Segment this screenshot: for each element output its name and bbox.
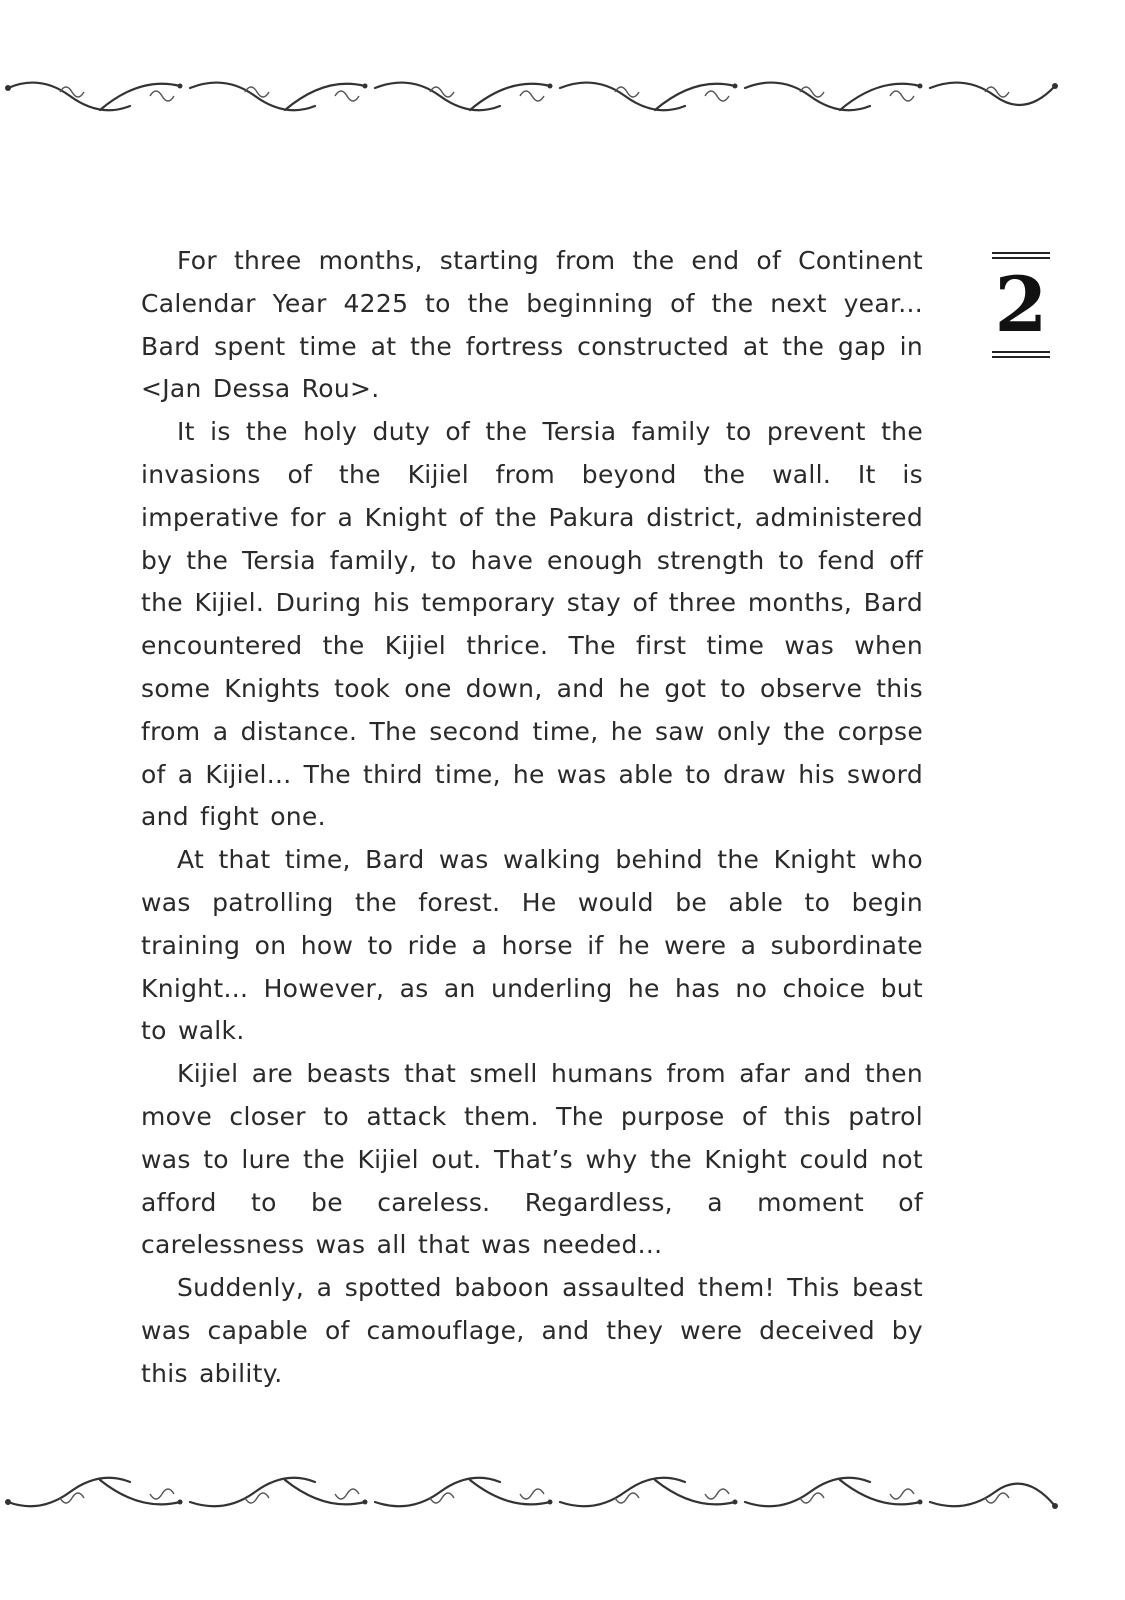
chapter-rule-bottom [992,351,1050,358]
paragraph: It is the holy duty of the Tersia family to prevent the invasions of the Kijiel from beyond the wall. It is imperative for a Knight of the Pakura district, administered by the Tersia family, to have enough strength to fend off the Kijiel. During his temporary stay of three months, Bard encountered the Kijiel thrice. The first time was when some Knights took one down, and he got to observe this from a distance. The second time, he saw only the corpse of a Kijiel... The third time, he was able to draw his sword and fight one. [141,417,923,832]
chapter-rule-top [992,252,1050,259]
chapter-number: 2 [994,260,1048,349]
bottom-ornamental-border [0,1462,1125,1532]
body-text [141,240,923,1396]
top-ornamental-border [0,66,1125,136]
paragraph: Suddenly, a spotted baboon assaulted them! This beast was capable of camouflage, and they were deceived by this ability. [141,1273,923,1388]
paragraph: For three months, starting from the end of Continent Calendar Year 4225 to the beginning of the next year... Bard spent time at the fortress constructed at the gap in <Jan Dessa Rou>. [141,246,923,404]
paragraph: Kijiel are beasts that smell humans from afar and then move closer to attack them. The purpose of this patrol was to lure the Kijiel out. That’s why the Knight could not afford to be careless. Regardless, a moment of carelessness was all that was needed... [141,1059,923,1260]
chapter-marker [990,252,1052,358]
paragraph: At that time, Bard was walking behind the Knight who was patrolling the forest. He would be able to begin training on how to ride a horse if he were a subordinate Knight... However, as an underling he has no choice but to walk. [141,845,923,1046]
